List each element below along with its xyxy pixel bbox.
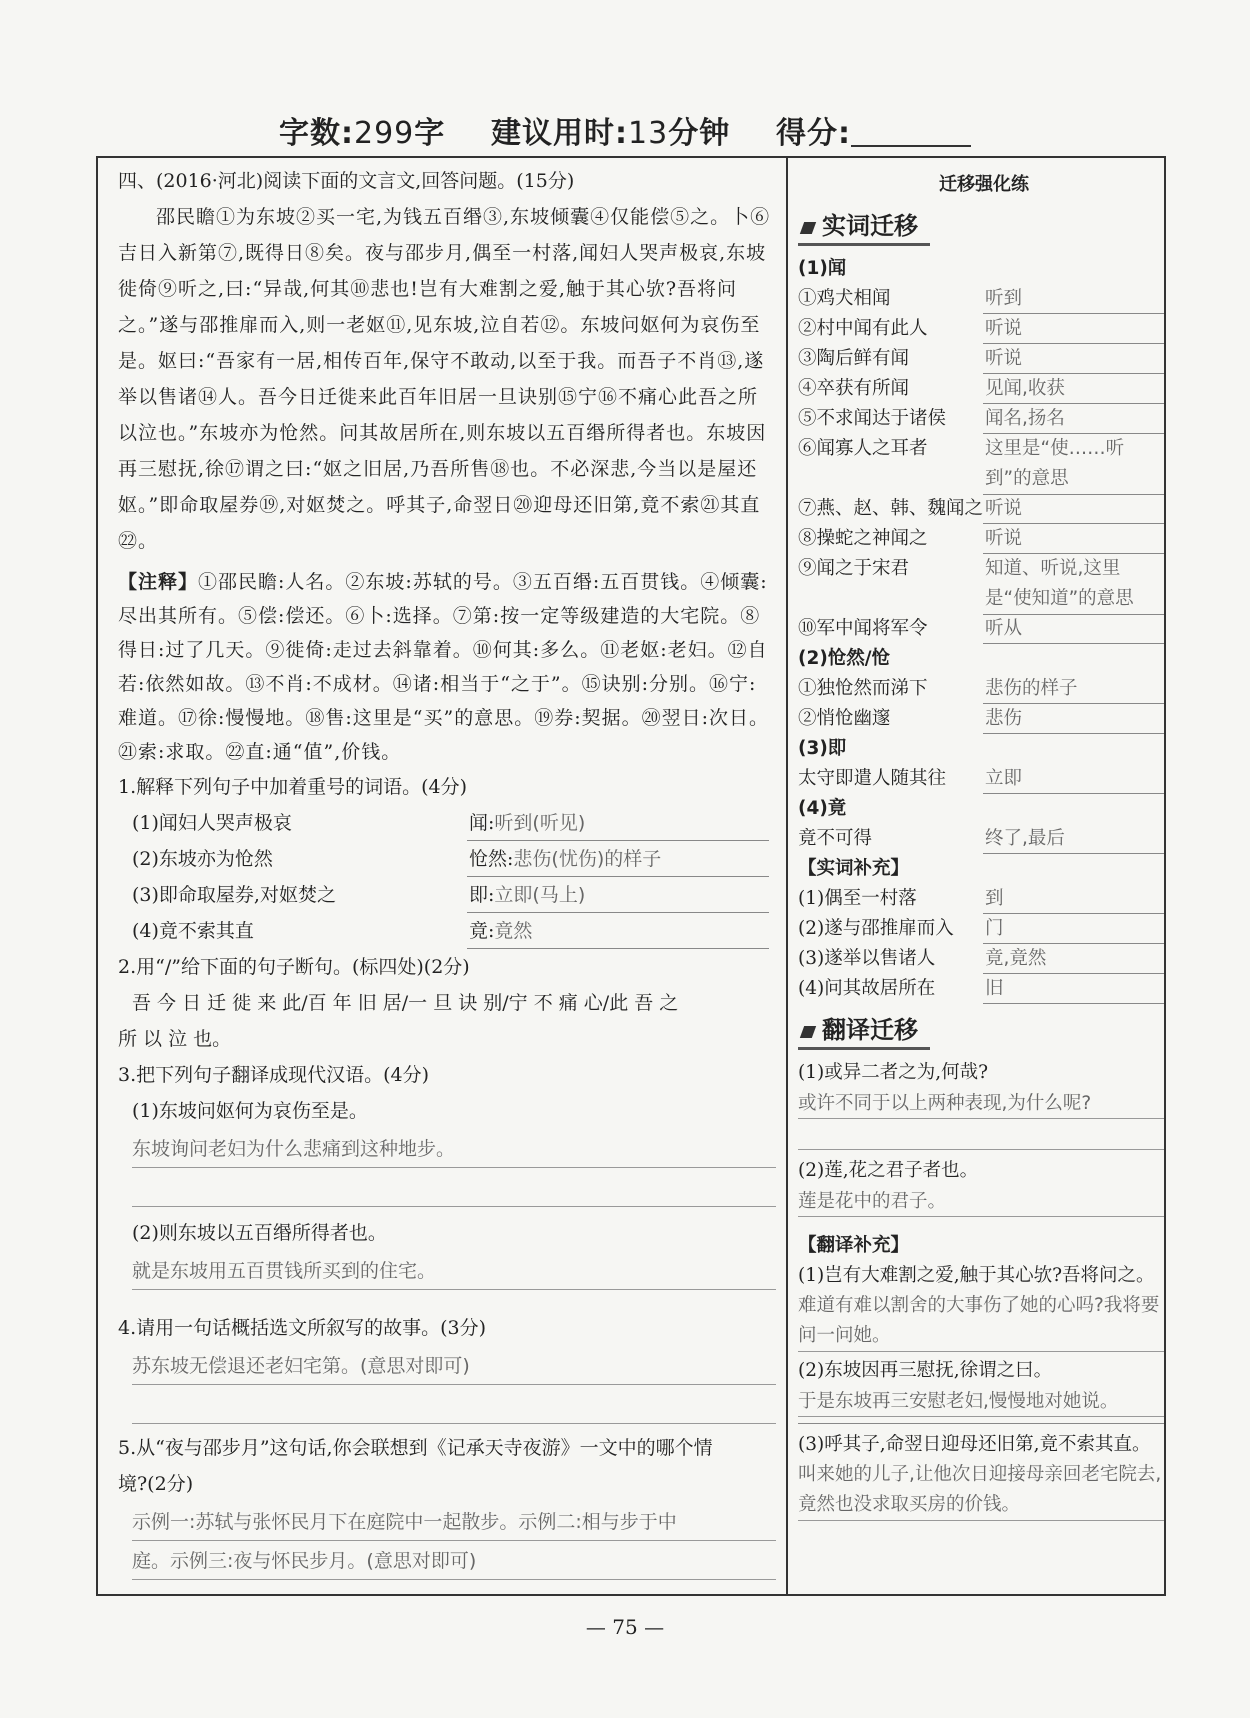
page-header <box>0 108 1250 152</box>
vocab-answer[interactable]: 立即 <box>983 764 1164 794</box>
ji-heading: (3)即 <box>798 738 847 759</box>
word-count: 299 <box>353 116 415 151</box>
vocab-supplement-label: 【实词补充】 <box>798 858 910 879</box>
q3-prompt: 3.把下列句子翻译成现代汉语。(4分) <box>118 1064 430 1086</box>
score-field[interactable] <box>851 119 971 147</box>
q1-answer: 悲伤(忧伤)的样子 <box>513 848 662 870</box>
q1-word: 即: <box>469 884 495 906</box>
vocab-pair: ③陶后鲜有闻 听说 <box>798 344 1170 374</box>
q1-word: 闻: <box>469 812 495 834</box>
score-label: 得分: <box>776 116 851 151</box>
translation-answer[interactable]: 难道有难以割舍的大事伤了她的心吗?我将要问一问她。 <box>798 1291 1164 1352</box>
vocab-answer[interactable]: 听从 <box>983 614 1164 644</box>
q4-prompt: 4.请用一句话概括选文所叙写的故事。(3分) <box>118 1317 487 1339</box>
translation-answer[interactable]: 莲是花中的君子。 <box>798 1186 1164 1217</box>
q2-answer-line2: 所 以 泣 也。 <box>118 1028 232 1050</box>
question-column <box>118 163 776 1580</box>
q1-item <box>118 805 776 841</box>
q1-word: 怆然: <box>469 848 514 870</box>
classical-passage: 邵民瞻①为东坡②买一宅,为钱五百缗③,东坡倾囊④仅能偿⑤之。卜⑥吉日入新第⑦,既得日⑧矣。夜与邵步月,偶至一村落,闻妇人哭声极哀,东坡徙倚⑨听之,曰:“异哉,何其⑩悲也!岂有大难割之爱,触于其心欤?吾将问之。”遂与邵推扉而入,则一老妪⑪,见东坡,泣自若⑫。东坡问妪何为哀伤至是。妪曰:“吾家有一居,相传百年,保守不敢动,以至于我。而吾子不肖⑬,遂举以售诸⑭人。吾今日迁徙来此百年旧居一旦诀别⑮宁⑯不痛心此吾之所以泣也。”东坡亦为怆然。问其故居所在,则东坡以五百缗所得者也。东坡因再三慰抚,徐⑰谓之曰:“妪之旧居,乃吾所售⑱也。不必深悲,今当以是屋还妪。”即命取屋券⑲,对妪焚之。呼其子,命翌日⑳迎母还旧第,竟不索㉑其直㉒。 <box>118 206 771 552</box>
wen-heading: (1)闻 <box>798 258 847 279</box>
time-value: 13 <box>628 116 669 151</box>
translation-section-title: 翻译迁移 <box>798 1010 930 1050</box>
q3-answer-2[interactable]: 就是东坡用五百贯钱所买到的住宅。 <box>132 1251 776 1290</box>
q1-sentence: (4)竟不索其直 <box>132 920 254 942</box>
vocab-answer[interactable]: 听说 <box>983 494 1164 524</box>
q5-answer-line2[interactable]: 庭。示例三:夜与怀民步月。(意思对即可) <box>132 1541 776 1580</box>
q1-answer-field[interactable] <box>467 877 769 913</box>
vocab-pair: (3)遂举以售诸人 竟,竟然 <box>798 944 1170 974</box>
vocab-answer[interactable]: 闻名,扬名 <box>983 404 1164 434</box>
vocab-answer[interactable]: 旧 <box>983 974 1164 1004</box>
vocab-answer[interactable]: 悲伤的样子 <box>983 674 1164 704</box>
q1-item <box>118 841 776 877</box>
column-divider <box>786 156 788 1596</box>
translation-sentence: (1)或异二者之为,何哉? <box>798 1062 989 1083</box>
vocab-pair: ⑨闻之于宋君 知道、听说,这里是“使知道”的意思 <box>798 554 1170 614</box>
vocab-pair: ⑥闻寡人之耳者 这里是“使……听到”的意思 <box>798 434 1170 494</box>
vocab-pair: ②村中闻有此人 听说 <box>798 314 1170 344</box>
translation-answer[interactable]: 于是东坡再三安慰老妇,慢慢地对她说。 <box>798 1386 1164 1417</box>
chuang-heading: (2)怆然/怆 <box>798 648 891 669</box>
q1-answer: 竟然 <box>494 920 533 942</box>
q3-sentence-1: (1)东坡问妪何为哀伤至是。 <box>132 1100 368 1122</box>
q5-answer-line1[interactable]: 示例一:苏轼与张怀民月下在庭院中一起散步。示例二:相与步于中 <box>132 1502 776 1541</box>
question-heading: 四、(2016·河北)阅读下面的文言文,回答问题。(15分) <box>118 170 575 192</box>
vocab-answer[interactable]: 这里是“使……听到”的意思 <box>983 434 1164 495</box>
q5-prompt-line1: 5.从“夜与邵步月”这句话,你会联想到《记承天寺夜游》一文中的哪个情 <box>118 1437 713 1459</box>
vocab-pair: ①独怆然而涕下 悲伤的样子 <box>798 674 1170 704</box>
translation-answer[interactable]: 或许不同于以上两种表现,为什么呢? <box>798 1088 1164 1119</box>
vocab-answer[interactable]: 听说 <box>983 314 1164 344</box>
word-unit: 字 <box>414 116 446 151</box>
translation-sentence: (2)莲,花之君子者也。 <box>798 1160 979 1181</box>
q1-prompt: 1.解释下列句子中加着重号的词语。(4分) <box>118 776 468 798</box>
vocab-pair: ②悄怆幽邃 悲伤 <box>798 704 1170 734</box>
translation-sentence: (2)东坡因再三慰抚,徐谓之曰。 <box>798 1360 1053 1381</box>
translation-sentence: (3)呼其子,命翌日迎母还旧第,竟不索其直。 <box>798 1434 1151 1455</box>
vocab-answer[interactable]: 听到 <box>983 284 1164 314</box>
vocab-pair: ⑤不求闻达于诸侯 闻名,扬名 <box>798 404 1170 434</box>
q1-sentence: (2)东坡亦为怆然 <box>132 848 273 870</box>
vocab-pair: 竟不可得 终了,最后 <box>798 824 1170 854</box>
vocab-answer[interactable]: 知道、听说,这里是“使知道”的意思 <box>983 554 1164 615</box>
time-label: 建议用时: <box>491 116 629 151</box>
jing-heading: (4)竟 <box>798 798 847 819</box>
vocab-answer[interactable]: 到 <box>983 884 1164 914</box>
section-marker-icon <box>800 1026 816 1038</box>
q1-sentence: (3)即命取屋券,对妪焚之 <box>132 884 336 906</box>
vocab-pair: ⑦燕、赵、韩、魏闻之 听说 <box>798 494 1170 524</box>
q1-word: 竟: <box>469 920 495 942</box>
vocab-answer[interactable]: 竟,竟然 <box>983 944 1164 974</box>
translation-answer-blank[interactable] <box>798 1119 1164 1150</box>
time-unit: 分钟 <box>668 116 731 151</box>
translation-sentence: (1)岂有大难割之爱,触于其心欤?吾将问之。 <box>798 1265 1155 1286</box>
q1-answer-field[interactable] <box>467 913 769 949</box>
section-marker-icon <box>800 222 816 234</box>
translation-supplement-label: 【翻译补充】 <box>798 1235 910 1256</box>
sidebar-title: 迁移强化练 <box>939 174 1029 195</box>
vocab-pair: ⑩军中闻将军令 听从 <box>798 614 1170 644</box>
q1-sentence: (1)闻妇人哭声极哀 <box>132 812 292 834</box>
q1-answer-field[interactable] <box>467 841 769 877</box>
q1-answer: 立即(马上) <box>494 884 586 906</box>
vocab-pair: (1)偶至一村落 到 <box>798 884 1170 914</box>
q4-answer[interactable]: 苏东坡无偿退还老妇宅第。(意思对即可) <box>132 1346 776 1385</box>
q5-prompt-line2: 境?(2分) <box>118 1473 194 1495</box>
vocab-pair: ⑧操蛇之神闻之 听说 <box>798 524 1170 554</box>
annotations <box>118 565 776 769</box>
vocab-answer[interactable]: 悲伤 <box>983 704 1164 734</box>
q3-sentence-2: (2)则东坡以五百缗所得者也。 <box>132 1222 387 1244</box>
translation-answer[interactable]: 叫来她的儿子,让他次日迎接母亲回老宅院去,竟然也没求取买房的价钱。 <box>798 1460 1164 1521</box>
q3-answer-1-blank[interactable] <box>132 1168 776 1207</box>
word-count-label: 字数: <box>278 116 354 151</box>
notes-label: 【注释】 <box>118 571 199 593</box>
vocab-answer[interactable]: 听说 <box>983 524 1164 554</box>
vocab-answer[interactable]: 听说 <box>983 344 1164 374</box>
separator <box>798 1423 1164 1424</box>
q1-answer: 听到(听见) <box>494 812 586 834</box>
practice-sidebar <box>798 170 1170 1521</box>
q1-item <box>118 913 776 949</box>
vocab-answer[interactable]: 见闻,收获 <box>983 374 1164 404</box>
vocab-pair: (2)遂与邵推扉而入 门 <box>798 914 1170 944</box>
page-number: — 75 — <box>585 1615 665 1639</box>
notes-text: ①邵民瞻:人名。②东坡:苏轼的号。③五百缗:五百贯钱。④倾囊:尽出其所有。⑤偿:偿还。⑥卜:选择。⑦第:按一定等级建造的大宅院。⑧得日:过了几天。⑨徙倚:走过去斜靠着。⑩何其:多么。⑪老妪:老妇。⑫自若:依然如故。⑬不肖:不成材。⑭诸:相当于“之于”。⑮诀别:分别。⑯宁:难道。⑰徐:慢慢地。⑱售:这里是“买”的意思。⑲券:契据。⑳翌日:次日。㉑索:求取。㉒直:通“值”,价钱。 <box>118 571 770 763</box>
q2-answer-line1: 吾 今 日 迁 徙 来 此/百 年 旧 居/一 旦 诀 别/宁 不 痛 心/此 吾 之 <box>132 992 679 1014</box>
vocab-pair: ①鸡犬相闻 听到 <box>798 284 1170 314</box>
vocab-section-title: 实词迁移 <box>798 206 930 246</box>
vocab-pair: (4)问其故居所在 旧 <box>798 974 1170 1004</box>
vocab-answer[interactable]: 终了,最后 <box>983 824 1164 854</box>
q4-answer-blank[interactable] <box>132 1385 776 1424</box>
q2-prompt: 2.用“/”给下面的句子断句。(标四处)(2分) <box>118 956 470 978</box>
vocab-pair: 太守即遣人随其往 立即 <box>798 764 1170 794</box>
q3-answer-1[interactable]: 东坡询问老妇为什么悲痛到这种地步。 <box>132 1129 776 1168</box>
q1-item <box>118 877 776 913</box>
vocab-pair: ④卒获有所闻 见闻,收获 <box>798 374 1170 404</box>
vocab-answer[interactable]: 门 <box>983 914 1164 944</box>
q1-answer-field[interactable] <box>467 805 769 841</box>
